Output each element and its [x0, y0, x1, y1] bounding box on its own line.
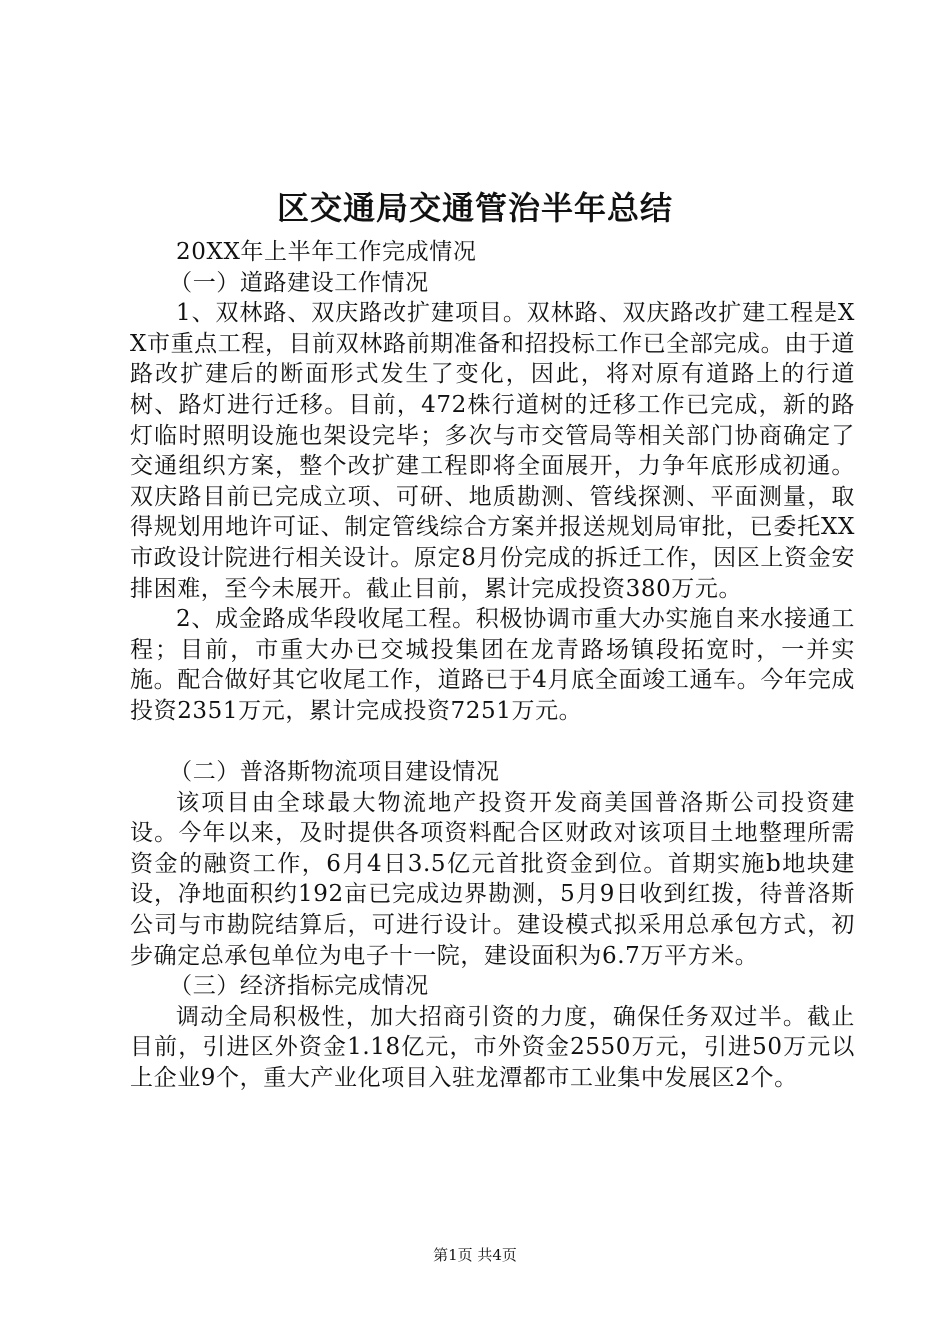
subsection-heading-road: （一）道路建设工作情况 [169, 269, 429, 296]
document-body [130, 237, 855, 1094]
paragraph-shuanglin-road: 1、双林路、双庆路改扩建项目。双林路、双庆路改扩建工程是XX市重点工程，目前双林路前期准备和招投标工作已全部完成。由于道路改扩建后的断面形式发生了变化，因此，将对原有道路上的行道树、路灯进行迁移。目前，472株行道树的迁移工作已完成，新的路灯临时照明设施也架设完毕；多次与市交管局等相关部门协商确定了交通组织方案，整个改扩建工程即将全面展开，力争年底形成初通。双庆路目前已完成立项、可研、地质勘测、管线探测、平面测量，取得规划用地许可证、制定管线综合方案并报送规划局审批，已委托XX市政设计院进行相关设计。原定8月份完成的拆迁工作，因区上资金安排困难，至今未展开。截止目前，累计完成投资380万元。 [130, 300, 855, 602]
paragraph-logistics-project: 该项目由全球最大物流地产投资开发商美国普洛斯公司投资建设。今年以来，及时提供各项资料配合区财政对该项目土地整理所需资金的融资工作，6月4日3.5亿元首批资金到位。首期实施b地块建设，净地面积约192亩已完成边界勘测，5月9日收到红拨，待普洛斯公司与市勘院结算后，可进行设计。建设模式拟采用总承包方式，初步确定总承包单位为电子十一院，建设面积为6.7万平方米。 [130, 789, 855, 969]
document-title: 区交通局交通管治半年总结 [276, 189, 673, 227]
section-heading: 20XX年上半年工作完成情况 [176, 239, 477, 265]
page-footer: 第1页 共4页 [433, 1246, 517, 1264]
paragraph-chengjin-road: 2、成金路成华段收尾工程。积极协调市重大办实施自来水接通工程；目前，市重大办已交城投集团在龙青路场镇段拓宽时，一并实施。配合做好其它收尾工作，道路已于4月底全面竣工通车。今年完成投资2351万元，累计完成投资7251万元。 [130, 606, 855, 724]
paragraph-spacer [130, 727, 855, 758]
subsection-heading-logistics: （二）普洛斯物流项目建设情况 [169, 759, 500, 786]
paragraph-economic-indicators: 调动全局积极性，加大招商引资的力度，确保任务双过半。截止目前，引进区外资金1.18亿元，市外资金2550万元，引进50万元以上企业9个，重大产业化项目入驻龙潭都市工业集中发展区2个。 [130, 1003, 855, 1092]
subsection-heading-economic: （三）经济指标完成情况 [169, 973, 429, 1000]
